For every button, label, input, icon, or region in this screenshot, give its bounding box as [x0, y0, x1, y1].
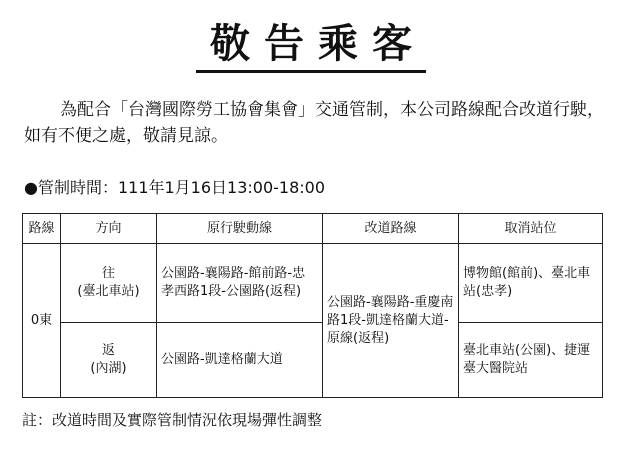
- table-row: [23, 244, 603, 323]
- direction-destination: (臺北車站): [77, 284, 140, 299]
- cancelled-stops-cell: 臺北車站(公園)、捷運臺大醫院站: [459, 323, 603, 398]
- direction-cell: [61, 323, 157, 398]
- header-detour-route: 改道路線: [323, 214, 459, 244]
- original-route-cell: 公園路-凱達格蘭大道: [157, 323, 323, 398]
- header-cancelled-stops: 取消站位: [459, 214, 603, 244]
- page-title-text: 敬告乘客: [196, 20, 426, 73]
- direction-label: 往: [101, 266, 115, 281]
- direction-label: 返: [101, 343, 115, 358]
- notice-paragraph: 為配合「台灣國際勞工協會集會」交通管制，本公司路線配合改道行駛，如有不便之處，敬請見諒。: [24, 100, 604, 146]
- route-cell: 0東: [23, 244, 61, 398]
- footnote: 註：改道時間及實際管制情況依現場彈性調整: [22, 411, 323, 429]
- header-direction: 方向: [61, 214, 157, 244]
- direction-cell: [61, 244, 157, 323]
- page-title: [0, 20, 622, 73]
- header-route: 路線: [23, 214, 61, 244]
- table-header-row: [23, 214, 603, 244]
- cancelled-stops-cell: 博物館(館前)、臺北車站(忠孝): [459, 244, 603, 323]
- header-original-route: 原行駛動線: [157, 214, 323, 244]
- control-time: ●管制時間：111年1月16日13:00-18:00: [24, 178, 326, 197]
- detour-table: [22, 213, 603, 398]
- detour-route-cell: 公園路-襄陽路-重慶南路1段-凱達格蘭大道-原線(返程): [323, 244, 459, 398]
- direction-destination: (內湖): [90, 361, 127, 376]
- table-row: [23, 323, 603, 398]
- original-route-cell: 公園路-襄陽路-館前路-忠孝西路1段-公園路(返程): [157, 244, 323, 323]
